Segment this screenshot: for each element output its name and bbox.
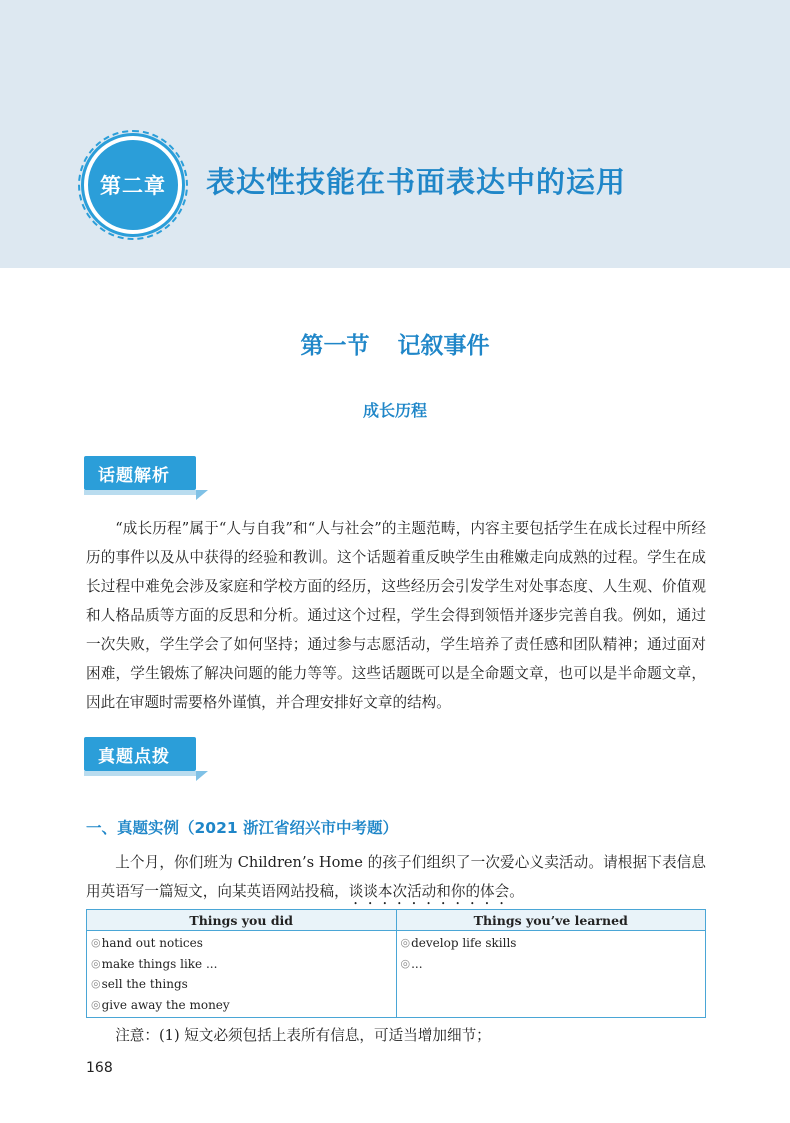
bullet-icon: ◎ (400, 936, 411, 949)
list-item (91, 933, 392, 954)
bullet-icon: ◎ (400, 956, 411, 970)
info-table (86, 909, 706, 1018)
topic-title: 成长历程 (362, 401, 427, 420)
list-item (91, 974, 392, 995)
task-text-start: 上个月，你们班为 Children’s Home 的孩子们组织了一次爱心义卖活动。请根据下表信息用英语写一篇短文，向某英语网站投稿， (86, 854, 706, 900)
tag-fold-icon (196, 771, 208, 781)
chapter-title: 表达性技能在书面表达中的运用 (206, 165, 627, 199)
list-item (401, 954, 702, 975)
bullet-icon: ◎ (91, 997, 101, 1011)
list-item (401, 933, 702, 954)
note-text: 注意：(1) 短文必须包括上表所有信息，可适当增加细节； (115, 1027, 491, 1044)
example-heading: 一、真题实例（2021 浙江省绍兴市中考题） (86, 819, 399, 837)
task-paragraph (86, 848, 706, 908)
exam-tips-tag (84, 737, 196, 771)
tag-fold-icon (196, 490, 208, 500)
bullet-icon: ◎ (91, 936, 101, 949)
chapter-header-band (0, 0, 790, 268)
section-number: 第一节 (300, 333, 370, 359)
table-cell-did (87, 931, 397, 1018)
list-item (91, 995, 392, 1016)
chapter-badge (84, 136, 182, 234)
table-header-did: Things you did (87, 910, 397, 931)
list-item-text: give away the money (101, 997, 230, 1012)
topic-analysis-tag (84, 456, 196, 490)
task-text-end: 。 (509, 883, 524, 900)
chapter-badge-label: 第二章 (100, 174, 166, 198)
bullet-icon: ◎ (91, 956, 101, 970)
list-item-text: ... (411, 956, 423, 971)
exam-tips-tag-label: 真题点拨 (98, 746, 170, 767)
topic-analysis-paragraph: “成长历程”属于“人与自我”和“人与社会”的主题范畴，内容主要包括学生在成长过程中所经历的事件以及从中获得的经验和教训。这个话题着重反映学生由稚嫩走向成熟的过程。学生在成长过程中难免会涉及家庭和学校方面的经历，这些经历会引发学生对处事态度、人生观、价值观和人格品质等方面的反思和分析。通过这个过程，学生会得到领悟并逐步完善自我。例如，通过一次失败，学生学会了如何坚持；通过参与志愿活动，学生培养了责任感和团队精神；通过面对困难，学生锻炼了解决问题的能力等等。这些话题既可以是全命题文章，也可以是半命题文章，因此在审题时需要格外谨慎，并合理安排好文章的结构。 (86, 520, 706, 711)
list-item (91, 954, 392, 975)
list-item-text: sell the things (101, 977, 188, 991)
topic-analysis-tag-label: 话题解析 (98, 465, 170, 486)
list-item-text: develop life skills (411, 936, 517, 950)
page-number: 168 (86, 1060, 113, 1076)
bullet-icon: ◎ (91, 977, 101, 990)
list-item-text: make things like ... (101, 956, 218, 971)
section-name: 记叙事件 (397, 333, 490, 359)
section-title (0, 327, 790, 360)
task-text-emphasis: 谈谈本次活动和你的体会 (348, 883, 510, 900)
list-item-text: hand out notices (101, 936, 203, 950)
table-cell-learned (396, 931, 706, 1018)
table-header-learned: Things you’ve learned (396, 910, 706, 931)
